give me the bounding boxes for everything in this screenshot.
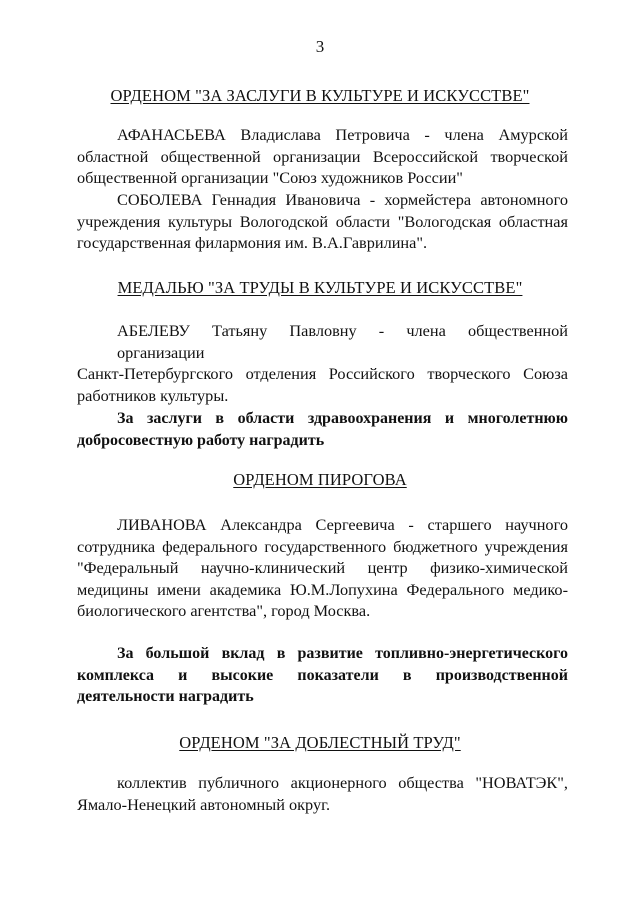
award-entry-afanasyev <box>77 124 568 189</box>
entry-line: "Федеральный научно-клинический центр физико-химической <box>77 558 568 577</box>
entry-line: ЛИВАНОВА Александра Сергеевича - старшего научного <box>117 515 568 534</box>
decree-line: комплекса и высокие показатели в производственной <box>77 666 568 684</box>
entry-line: сотрудника федерального государственного бюджетного учреждения <box>77 536 568 556</box>
entry-line: учреждения культуры Вологодской области "Вологодская областная <box>77 211 568 231</box>
entry-line: общественной организации "Союз художников России" <box>77 168 463 187</box>
entry-line: работников культуры. <box>77 385 229 405</box>
decree-line: деятельности наградить <box>77 688 254 705</box>
decree-line: За большой вклад в развитие топливно-энергетического <box>117 645 568 662</box>
award-entry-novatek <box>77 772 568 815</box>
page-number: 3 <box>315 37 325 56</box>
award-heading-culture-medal: МЕДАЛЬЮ "ЗА ТРУДЫ В КУЛЬТУРЕ И ИСКУССТВЕ" <box>117 278 523 297</box>
decree-line: За заслуги в области здравоохранения и многолетнюю <box>117 410 568 427</box>
entry-line: медицины имени академика Ю.М.Лопухина Федерального медико- <box>77 579 568 599</box>
entry-line: биологического агентства", город Москва. <box>77 601 371 620</box>
entry-line: областной общественной организации Всероссийской творческой <box>77 146 568 166</box>
decree-energy <box>77 643 568 708</box>
entry-line: государственная филармония им. В.А.Гаврилина". <box>77 233 428 252</box>
entry-line: СОБОЛЕВА Геннадия Ивановича - хормейстера автономного <box>117 190 568 209</box>
entry-line: Санкт-Петербургского отделения Российского творческого Союза <box>77 364 568 383</box>
entry-line: Ямало-Ненецкий автономный округ. <box>77 794 331 814</box>
award-entry-sobolev <box>77 189 568 254</box>
award-entry-livanov <box>77 514 568 622</box>
award-heading-culture-order: ОРДЕНОМ "ЗА ЗАСЛУГИ В КУЛЬТУРЕ И ИСКУССТВЕ" <box>110 86 530 105</box>
decree-line: добросовестную работу наградить <box>77 431 325 449</box>
entry-line: АБЕЛЕВУ Татьяну Павловну - члена общественной организации <box>117 321 568 362</box>
entry-line: коллектив публичного акционерного общества "НОВАТЭК", <box>117 773 568 792</box>
entry-line: АФАНАСЬЕВА Владислава Петровича - члена Амурской <box>117 125 568 144</box>
award-heading-labor-valor: ОРДЕНОМ "ЗА ДОБЛЕСТНЫЙ ТРУД" <box>179 733 461 752</box>
award-heading-pirogov: ОРДЕНОМ ПИРОГОВА <box>233 470 407 489</box>
decree-healthcare <box>77 408 568 451</box>
award-entry-abeleva <box>77 320 568 406</box>
